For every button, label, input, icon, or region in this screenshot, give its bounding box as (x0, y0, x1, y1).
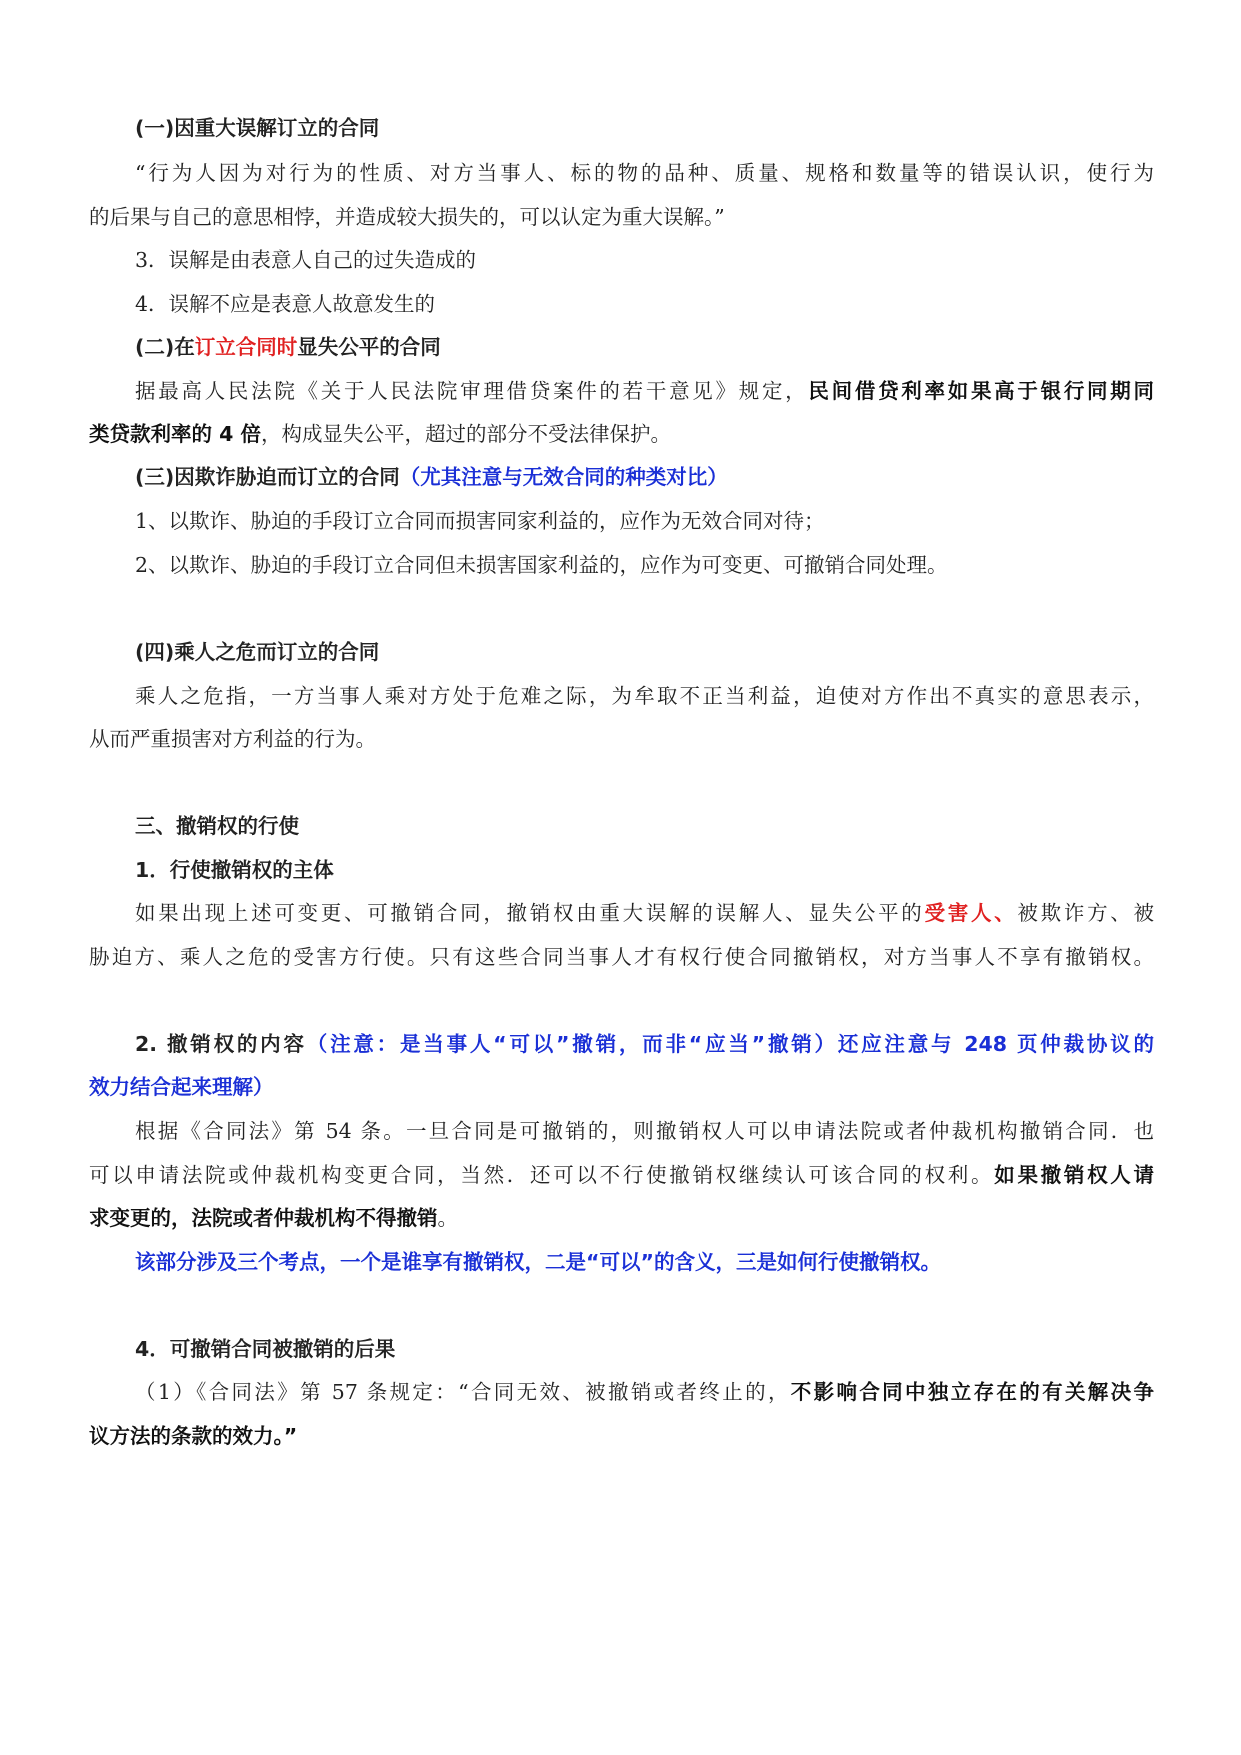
section-3-heading-text: (三)因欺诈胁迫而订立的合同 (135, 465, 400, 489)
part-3-sub-1-text-post: 被欺诈方、被 (1017, 901, 1154, 925)
section-2-paragraph-bold: 民间借贷利率如果高于银行同期同 (808, 379, 1154, 403)
part-3-sub-2-line-3 (89, 1193, 1154, 1243)
section-1-heading-text: (一)因重大误解订立的合同 (135, 116, 380, 140)
part-3-sub-2-heading-note-2: 效力结合起来理解） (89, 1075, 274, 1099)
part-3-sub-1-line-1 (135, 888, 1154, 938)
section-1-item-3-text: 3．误解是由表意人自己的过失造成的 (135, 248, 477, 272)
section-3-item-2-text: 2、以欺诈、胁迫的手段订立合同但未损害国家利益的，应作为可变更、可撤销合同处理。 (135, 553, 948, 577)
section-3-item-1-text: 1、以欺诈、胁迫的手段订立合同而损害同家利益的，应作为无效合同对待； (135, 509, 825, 533)
section-4-paragraph-text-1: 乘人之危指，一方当事人乘对方处于危难之际，为牟取不正当利益，迫使对方作出不真实的意思表示， (135, 684, 1154, 708)
part-3-sub-2-text-3: 。 (437, 1206, 458, 1230)
section-2-paragraph-text: 据最高人民法院《关于人民法院审理借贷案件的若干意见》规定， (135, 379, 809, 403)
section-2-heading (135, 322, 1154, 372)
section-3-heading-note: （尤其注意与无效合同的种类对比） (399, 465, 728, 489)
part-3-sub-1-heading-text: 1．行使撤销权的主体 (135, 858, 334, 882)
part-3-sub-4-heading-text: 4．可撤销合同被撤销的后果 (135, 1337, 396, 1361)
part-3-heading-text: 三、撤销权的行使 (135, 814, 299, 838)
section-4-paragraph-line-2 (89, 714, 1154, 764)
part-3-heading (135, 801, 1154, 851)
part-3-sub-2-note-text: 该部分涉及三个考点，一个是谁享有撤销权，二是“可以”的含义，三是如何行使撤销权。 (135, 1250, 941, 1274)
section-4-heading-text: (四)乘人之危而订立的合同 (135, 640, 380, 664)
part-3-sub-4-text-1: （1）《合同法》第 57 条规定：“合同无效、被撤销或者终止的， (135, 1380, 791, 1404)
section-3-heading (135, 452, 1154, 502)
part-3-sub-2-bold-3: 求变更的，法院或者仲裁机构不得撤销 (89, 1206, 438, 1230)
part-3-sub-2-heading-line-2 (89, 1062, 1154, 1112)
section-2-heading-pre: (二)在 (135, 335, 195, 359)
part-3-sub-4-line-1 (135, 1367, 1154, 1417)
part-3-sub-2-text-1: 根据《合同法》第 54 条。一旦合同是可撤销的，则撤销权人可以申请法院或者仲裁机构撤销合同．也 (135, 1119, 1154, 1143)
part-3-sub-2-bold-2: 如果撤销权人请 (994, 1163, 1154, 1187)
part-3-sub-1-text-2: 胁迫方、乘人之危的受害方行使。只有这些合同当事人才有权行使合同撤销权，对方当事人不享有撤销权。 (89, 945, 1154, 969)
section-2-heading-post: 显失公平的合同 (297, 335, 441, 359)
part-3-sub-4-bold-1: 不影响合同中独立存在的有关解决争 (790, 1380, 1154, 1404)
section-1-quote-text-2: 的后果与自己的意思相悖，并造成较大损失的，可以认定为重大误解。” (89, 205, 725, 229)
section-3-item-2 (135, 540, 1154, 590)
section-3-item-1 (135, 496, 1154, 546)
section-4-paragraph-text-2: 从而严重损害对方利益的行为。 (89, 727, 376, 751)
section-2-heading-highlight: 订立合同时 (194, 335, 298, 359)
part-3-sub-2-heading-text: 2. 撤销权的内容 (135, 1032, 307, 1056)
section-4-heading (135, 627, 1154, 677)
section-2-paragraph-text-2: ，构成显失公平，超过的部分不受法律保护。 (261, 422, 672, 446)
part-3-sub-4-bold-2: 议方法的条款的效力。” (89, 1424, 298, 1448)
part-3-sub-2-heading-note-1: （注意：是当事人“可以”撤销，而非“应当”撤销）还应注意与 248 页仲裁协议的 (306, 1032, 1154, 1056)
part-3-sub-1-line-2 (89, 932, 1154, 982)
part-3-sub-2-note (135, 1237, 1154, 1287)
part-3-sub-2-text-2: 可以申请法院或仲裁机构变更合同，当然．还可以不行使撤销权继续认可该合同的权利。 (89, 1163, 995, 1187)
section-1-quote-text-1: “行为人因为对行为的性质、对方当事人、标的物的品种、质量、规格和数量等的错误认识，使行为 (135, 161, 1154, 185)
section-1-quote-line-1 (135, 148, 1154, 198)
section-1-heading (135, 103, 1154, 153)
section-1-item-4-text: 4．误解不应是表意人故意发生的 (135, 292, 436, 316)
part-3-sub-4-line-2 (89, 1411, 1154, 1461)
section-1-item-3 (135, 235, 1154, 285)
part-3-sub-1-text-pre: 如果出现上述可变更、可撤销合同，撤销权由重大误解的误解人、显失公平的 (135, 901, 925, 925)
part-3-sub-2-line-1 (135, 1106, 1154, 1156)
part-3-sub-1-highlight: 受害人、 (924, 901, 1018, 925)
section-2-paragraph-bold-2: 类贷款利率的 4 倍 (89, 422, 262, 446)
